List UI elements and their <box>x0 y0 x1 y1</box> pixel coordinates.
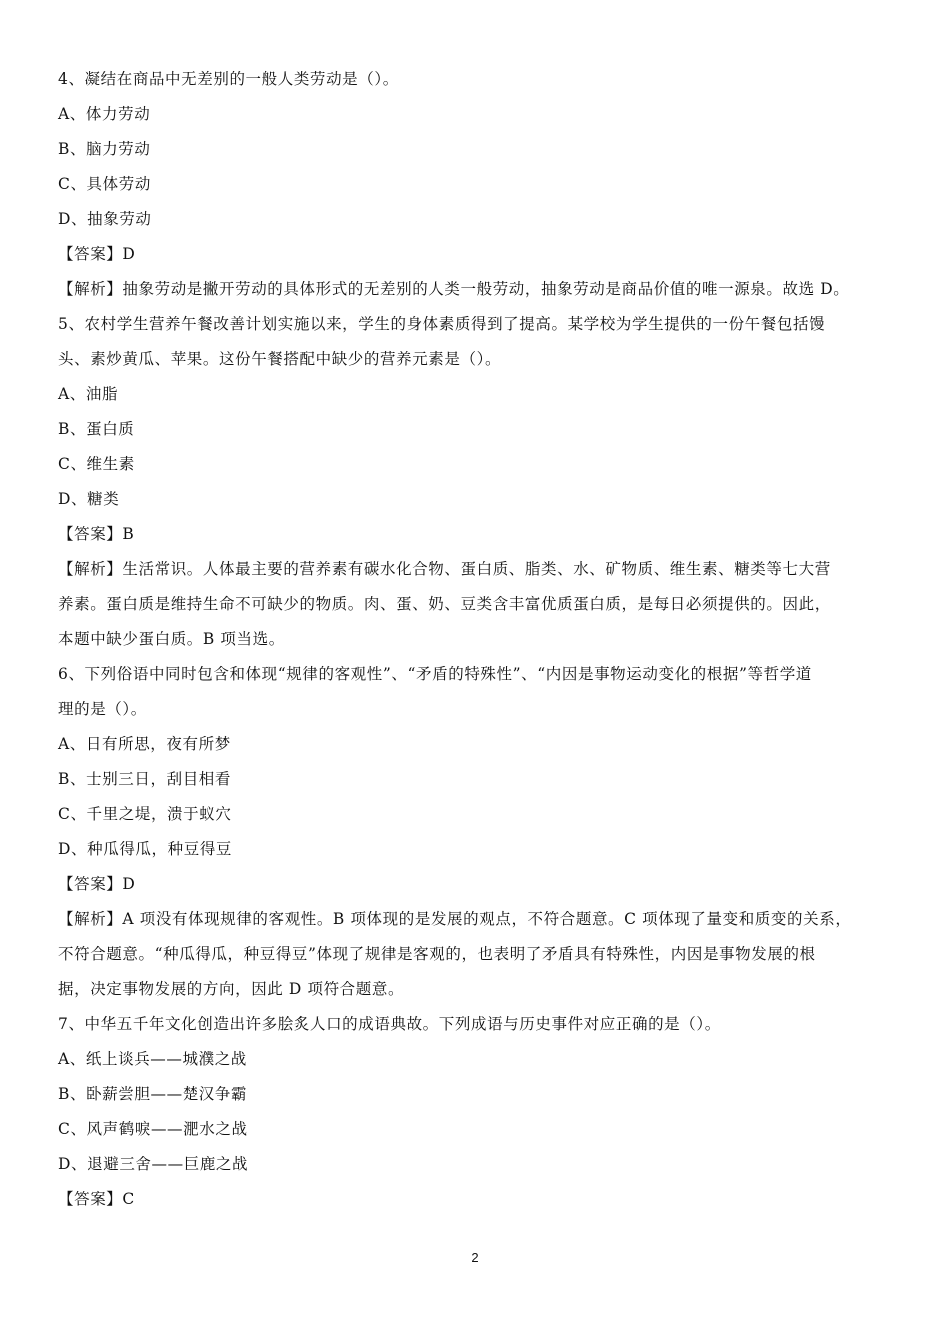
question-4-explanation: 【解析】抽象劳动是撇开劳动的具体形式的无差别的人类一般劳动，抽象劳动是商品价值的唯一源泉。故选 D。 <box>58 280 850 298</box>
question-6-option-c: C、千里之堤，溃于蚁穴 <box>58 805 232 823</box>
question-6-option-b: B、士别三日，刮目相看 <box>58 770 231 788</box>
question-5-explanation-line-3: 本题中缺少蛋白质。B 项当选。 <box>58 630 285 648</box>
question-5-stem-line-2: 头、素炒黄瓜、苹果。这份午餐搭配中缺少的营养元素是（）。 <box>58 350 502 368</box>
question-5-option-a: A、油脂 <box>58 385 119 403</box>
question-7-answer: 【答案】C <box>58 1190 135 1208</box>
question-6-explanation-line-1: 【解析】A 项没有体现规律的客观性。B 项体现的是发展的观点，不符合题意。C 项体现了量变和质变的关系， <box>58 910 852 928</box>
question-7-stem: 7、中华五千年文化创造出许多脍炙人口的成语典故。下列成语与历史事件对应正确的是（）。 <box>58 1015 721 1033</box>
question-4-option-a: A、体力劳动 <box>58 105 151 123</box>
question-7-option-c: C、风声鹤唳——淝水之战 <box>58 1120 248 1138</box>
question-5-option-b: B、蛋白质 <box>58 420 135 438</box>
question-5-answer: 【答案】B <box>58 525 135 543</box>
question-4-option-d: D、抽象劳动 <box>58 210 152 228</box>
question-4-stem: 4、凝结在商品中无差别的一般人类劳动是（）。 <box>58 70 399 88</box>
question-6-answer: 【答案】D <box>58 875 136 893</box>
page-number: 2 <box>471 1250 479 1265</box>
question-4-answer: 【答案】D <box>58 245 136 263</box>
question-6-option-a: A、日有所思，夜有所梦 <box>58 735 231 753</box>
question-6-stem-line-1: 6、下列俗语中同时包含和体现“规律的客观性”、“矛盾的特殊性”、“内因是事物运动变化的根据”等哲学道 <box>58 665 812 683</box>
question-4-option-b: B、脑力劳动 <box>58 140 151 158</box>
question-4-option-c: C、具体劳动 <box>58 175 151 193</box>
question-5-explanation-line-1: 【解析】生活常识。人体最主要的营养素有碳水化合物、蛋白质、脂类、水、矿物质、维生素、糖类等七大营 <box>58 560 831 578</box>
question-7-option-d: D、退避三舍——巨鹿之战 <box>58 1155 249 1173</box>
question-6-stem-line-2: 理的是（）。 <box>58 700 147 718</box>
question-6-option-d: D、种瓜得瓜，种豆得豆 <box>58 840 233 858</box>
question-5-option-d: D、糖类 <box>58 490 120 508</box>
question-5-stem-line-1: 5、农村学生营养午餐改善计划实施以来，学生的身体素质得到了提高。某学校为学生提供的一份午餐包括馒 <box>58 315 826 333</box>
document-page <box>58 62 894 1217</box>
question-7-option-a: A、纸上谈兵——城濮之战 <box>58 1050 247 1068</box>
question-5-option-c: C、维生素 <box>58 455 135 473</box>
question-6-explanation-line-3: 据，决定事物发展的方向，因此 D 项符合题意。 <box>58 980 405 998</box>
question-7-option-b: B、卧薪尝胆——楚汉争霸 <box>58 1085 248 1103</box>
question-5-explanation-line-2: 养素。蛋白质是维持生命不可缺少的物质。肉、蛋、奶、豆类含丰富优质蛋白质，是每日必须提供的。因此， <box>58 595 831 613</box>
question-6-explanation-line-2: 不符合题意。“种瓜得瓜，种豆得豆”体现了规律是客观的，也表明了矛盾具有特殊性，内因是事物发展的根 <box>58 945 816 963</box>
